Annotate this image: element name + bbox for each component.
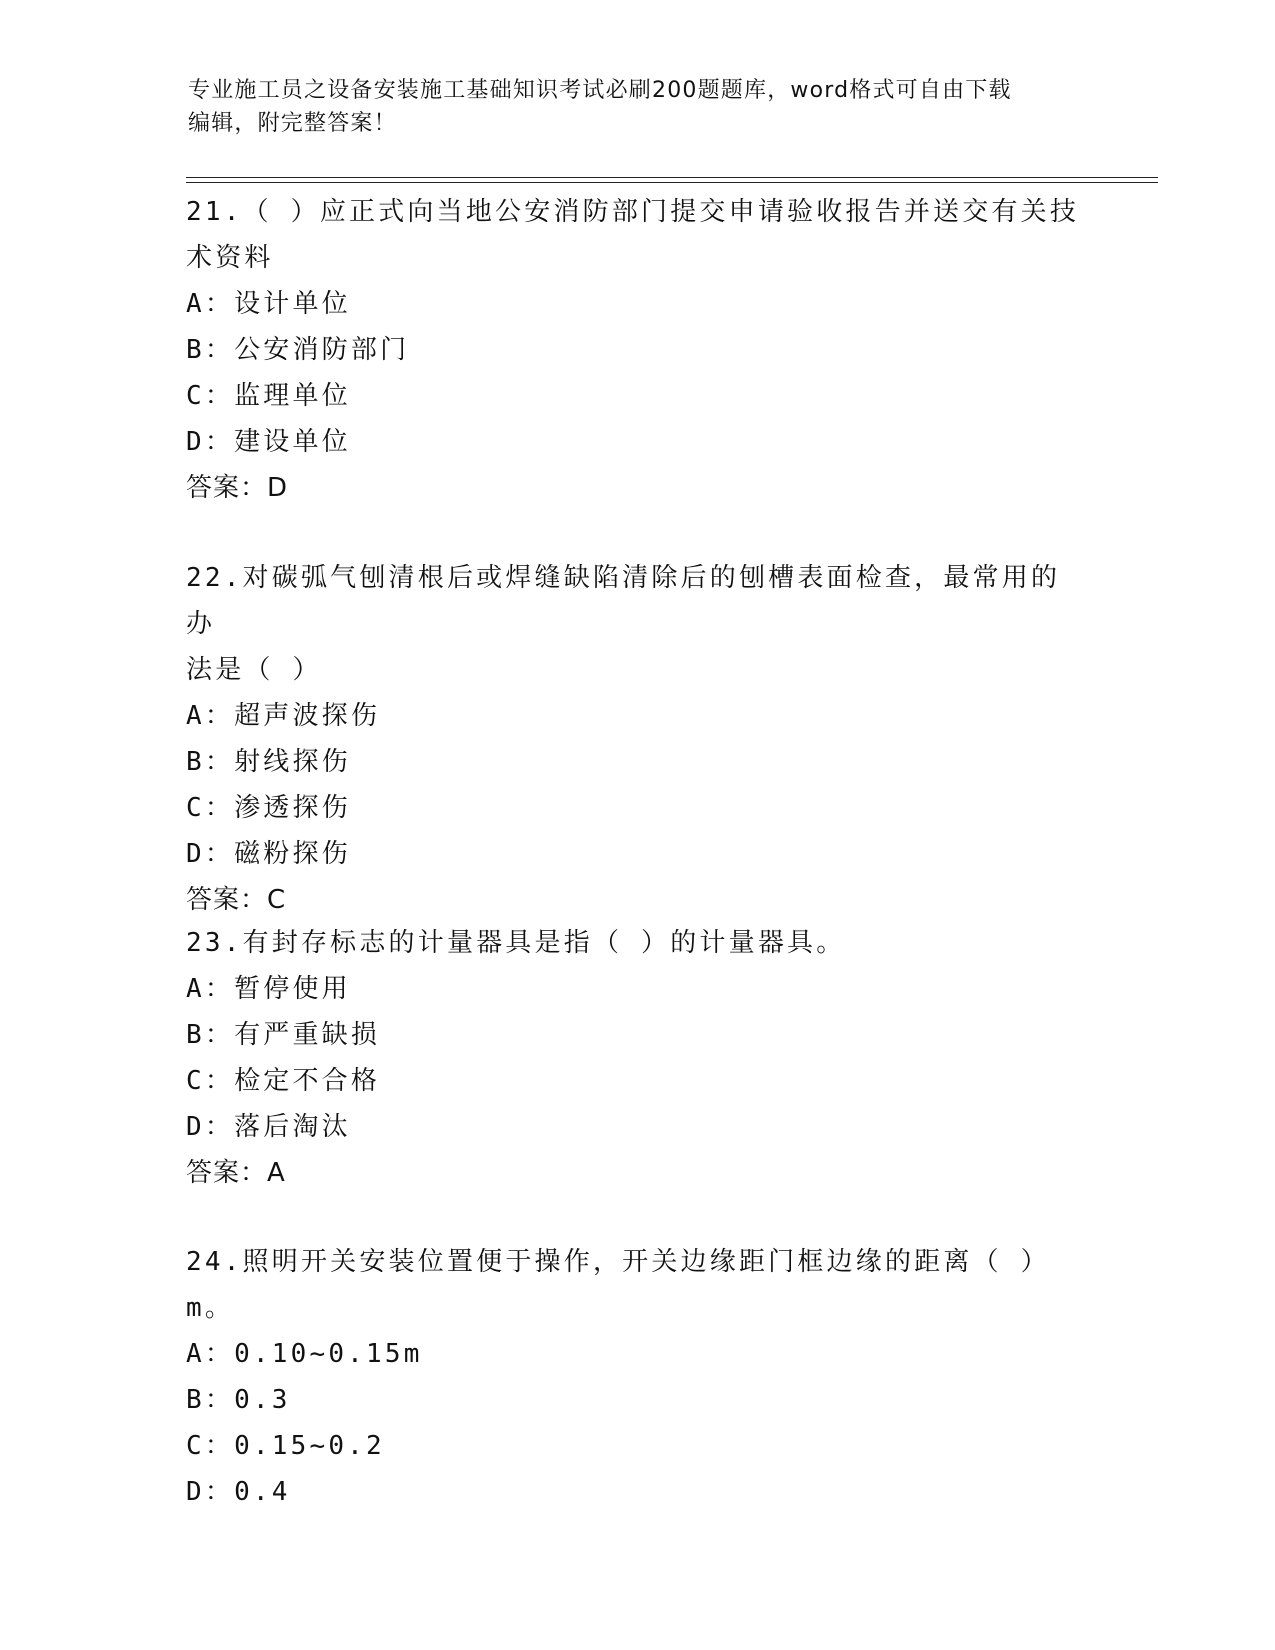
option-text: 设计单位 <box>234 289 351 319</box>
question-22 <box>186 555 1086 923</box>
question-text-line-2: 术资料 <box>186 243 274 273</box>
question-23 <box>186 920 1086 1196</box>
option-letter: A： <box>186 701 235 731</box>
header-divider-bottom <box>186 182 1158 183</box>
option-letter: D： <box>186 839 235 869</box>
option-b <box>186 327 1086 373</box>
option-letter: A： <box>186 974 235 1004</box>
option-letter: D： <box>186 1477 235 1507</box>
option-a <box>186 1331 1086 1377</box>
document-header <box>188 74 1068 140</box>
header-line-2: 编辑，附完整答案！ <box>188 111 397 136</box>
option-c <box>186 1058 1086 1104</box>
option-text: 暂停使用 <box>234 974 351 1004</box>
option-text: 监理单位 <box>234 381 351 411</box>
option-letter: C： <box>186 1431 235 1461</box>
option-letter: A： <box>186 1339 235 1369</box>
option-text: 渗透探伤 <box>234 793 351 823</box>
option-text: 有严重缺损 <box>234 1020 381 1050</box>
option-a <box>186 281 1086 327</box>
option-c <box>186 785 1086 831</box>
question-text-line-1: 24.照明开关安装位置便于操作，开关边缘距门框边缘的距离（ ）m。 <box>186 1247 1050 1323</box>
option-letter: D： <box>186 427 235 457</box>
option-a <box>186 966 1086 1012</box>
option-letter: B： <box>186 1020 235 1050</box>
question-text-line-1: 23.有封存标志的计量器具是指（ ）的计量器具。 <box>186 928 846 958</box>
option-b <box>186 739 1086 785</box>
option-text: 落后淘汰 <box>234 1112 351 1142</box>
question-text-line-1: 21.（ ）应正式向当地公安消防部门提交申请验收报告并送交有关技 <box>186 197 1080 227</box>
option-letter: A： <box>186 289 235 319</box>
option-b <box>186 1377 1086 1423</box>
option-letter: B： <box>186 335 235 365</box>
answer-line: 答案：D <box>186 473 289 503</box>
option-text: 检定不合格 <box>234 1066 381 1096</box>
option-text: 公安消防部门 <box>234 335 410 365</box>
option-text: 射线探伤 <box>234 747 351 777</box>
option-letter: C： <box>186 793 235 823</box>
option-d <box>186 831 1086 877</box>
option-text: 0.10~0.15m <box>234 1339 423 1369</box>
option-letter: C： <box>186 1066 235 1096</box>
option-d <box>186 1469 1086 1515</box>
answer-line: 答案：A <box>186 1158 286 1188</box>
option-letter: C： <box>186 381 235 411</box>
header-line-1: 专业施工员之设备安装施工基础知识考试必刷200题题库，word格式可自由下载 <box>188 78 1012 103</box>
option-letter: D： <box>186 1112 235 1142</box>
answer-line: 答案：C <box>186 885 287 915</box>
option-a <box>186 693 1086 739</box>
option-d <box>186 1104 1086 1150</box>
header-divider-top <box>186 177 1158 178</box>
option-text: 磁粉探伤 <box>234 839 351 869</box>
option-text: 超声波探伤 <box>234 701 381 731</box>
option-text: 建设单位 <box>234 427 351 457</box>
option-d <box>186 419 1086 465</box>
question-text-line-1: 22.对碳弧气刨清根后或焊缝缺陷清除后的刨槽表面检查，最常用的办 <box>186 563 1061 639</box>
option-letter: B： <box>186 1385 235 1415</box>
option-text: 0.15~0.2 <box>234 1431 385 1461</box>
option-c <box>186 373 1086 419</box>
option-b <box>186 1012 1086 1058</box>
question-24 <box>186 1239 1086 1515</box>
option-c <box>186 1423 1086 1469</box>
option-text: 0.3 <box>234 1385 291 1415</box>
option-letter: B： <box>186 747 235 777</box>
question-text-line-2: 法是（ ） <box>186 655 322 685</box>
question-21 <box>186 189 1086 511</box>
option-text: 0.4 <box>234 1477 291 1507</box>
